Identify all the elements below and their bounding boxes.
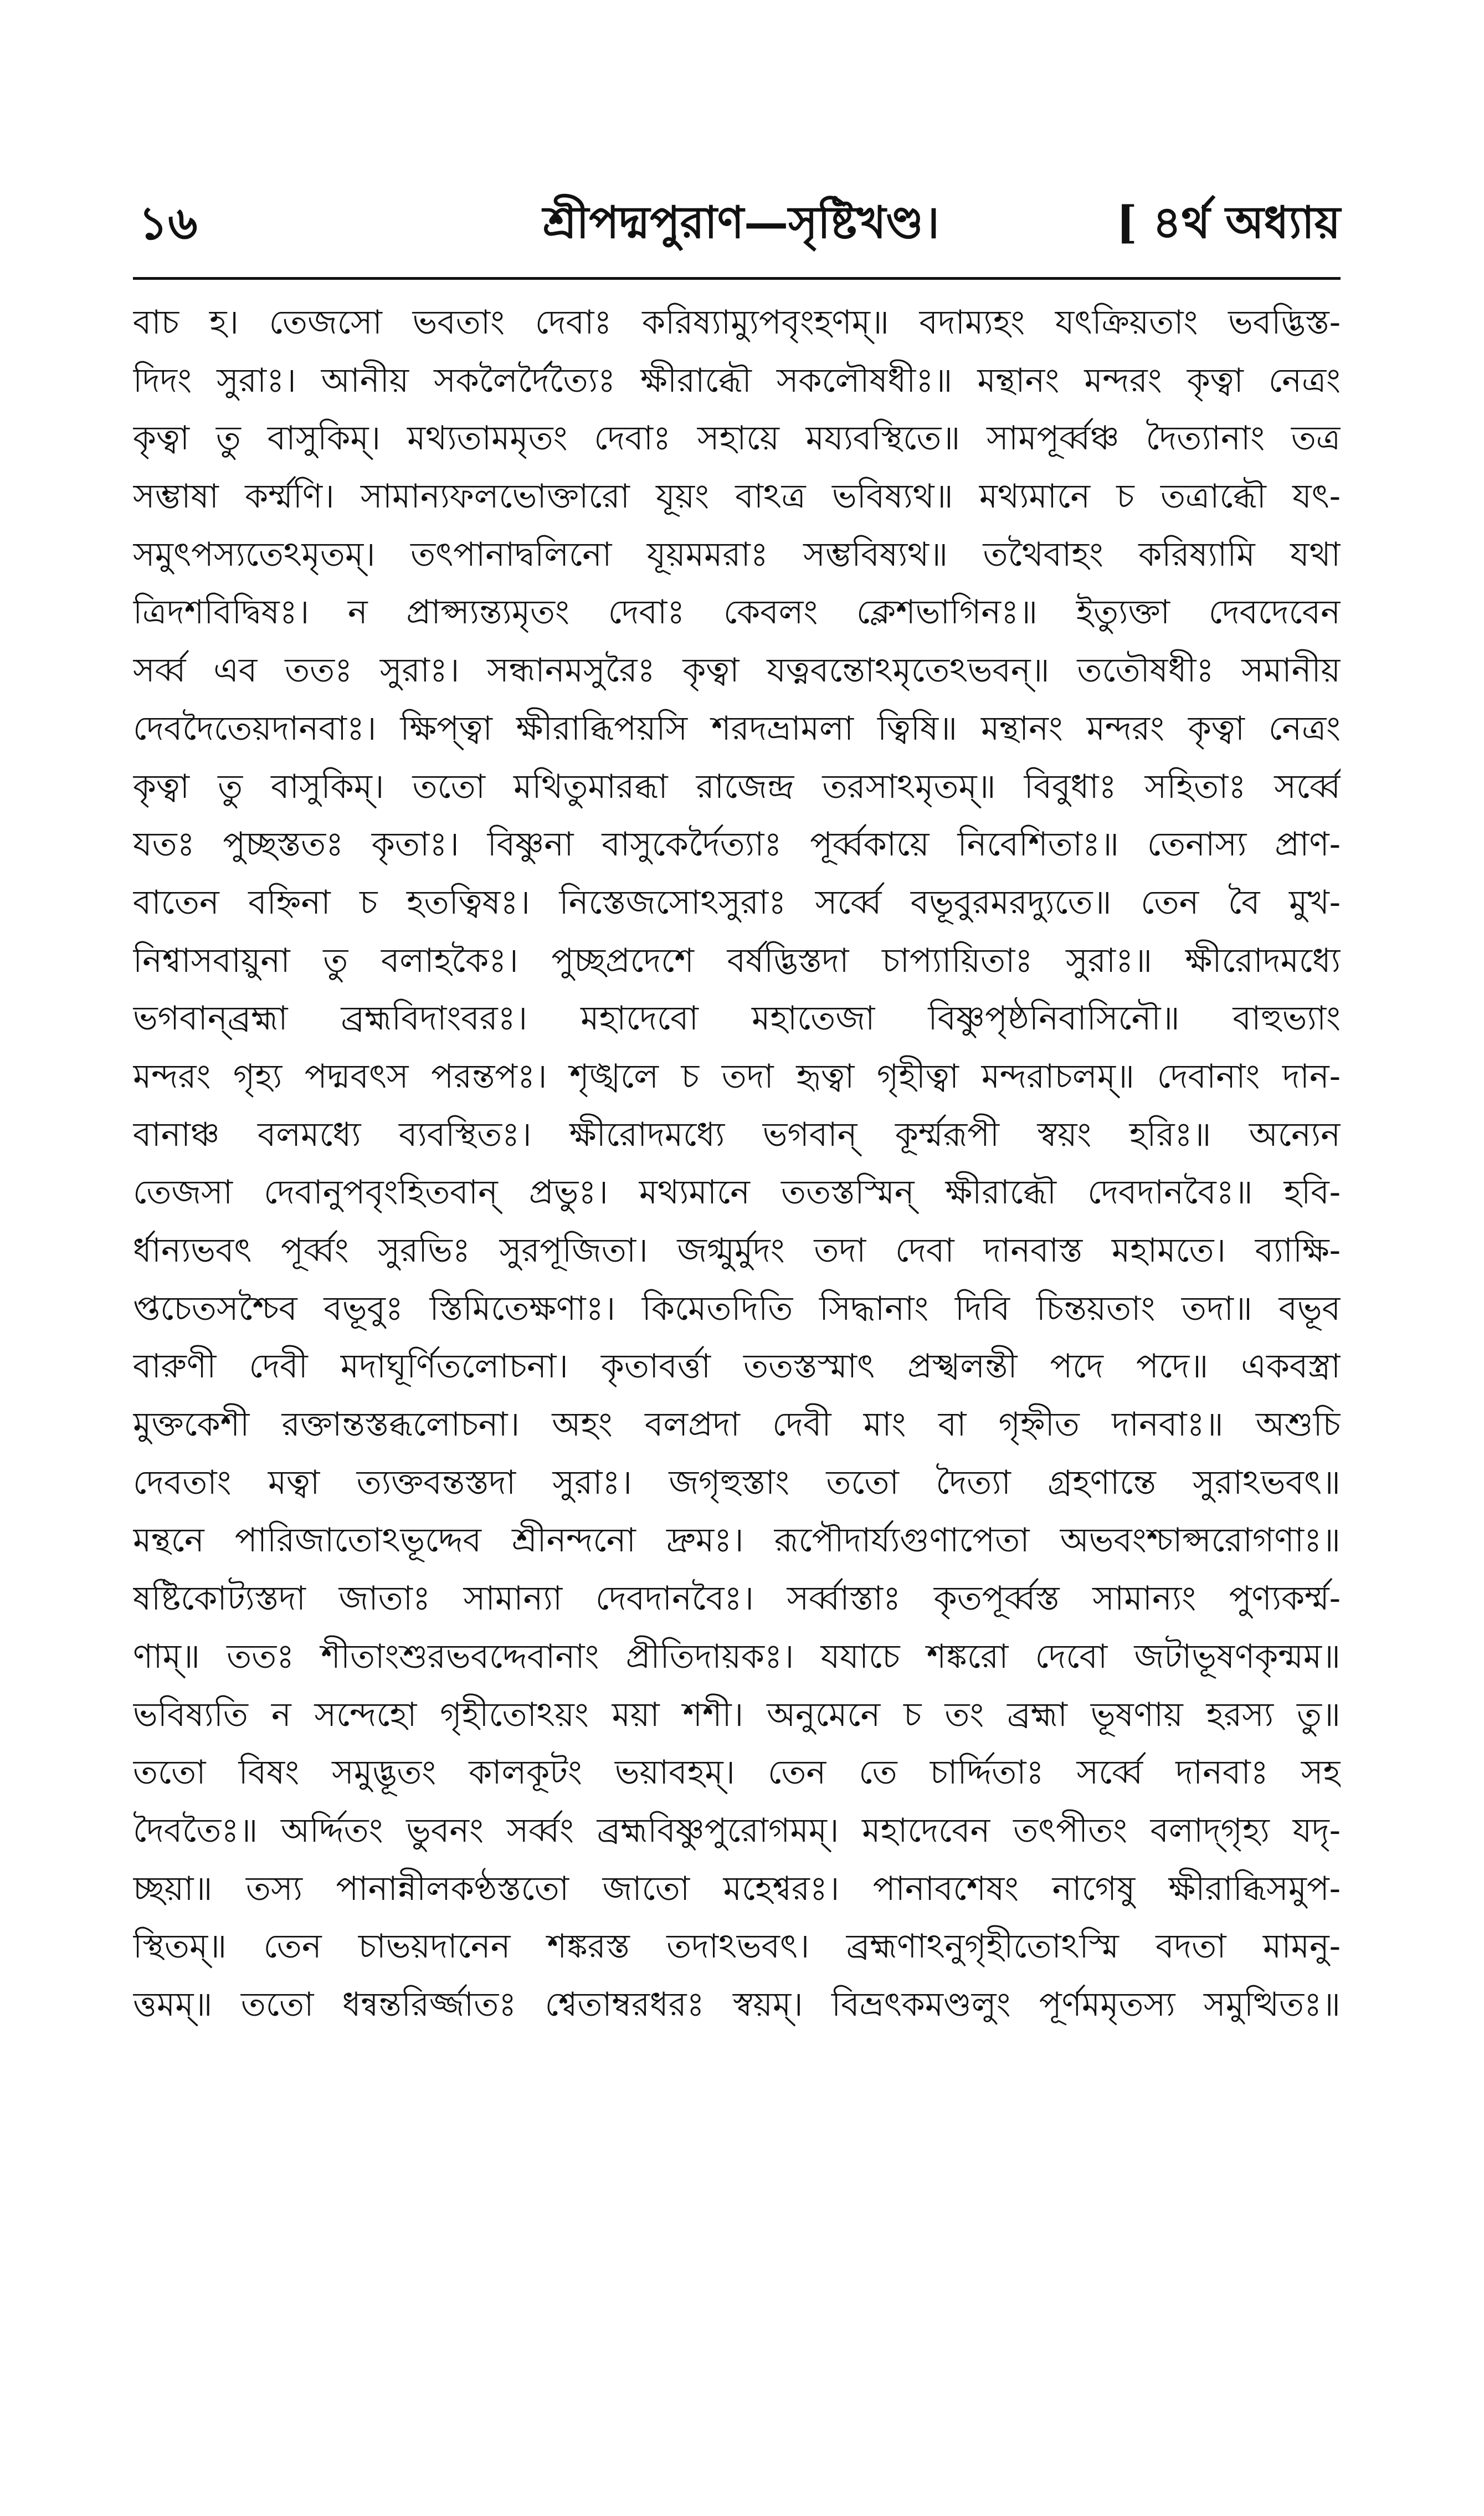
text-line: যতঃ পুচ্ছস্ততঃ কৃতাঃ। বিষ্ণুনা বাসুকের্দৈত্যাঃ পূর্ব্বকায়ে নিবেশিতাঃ॥ তেনাস্য প্রাণ- <box>133 825 1341 864</box>
text-line: মন্দরং গৃহ্য পদ্মবৎস পরন্তপঃ। শৃঙ্খলে চ তদা হৃত্বা গৃহীত্বা মন্দরাচলম্‌॥ দেবানাং দান- <box>133 1057 1341 1096</box>
text-line: ভবিষ্যতি ন সন্দেহো গৃহীতোঽয়ং ময়া শশী। অনুমেনে চ তং ব্রহ্মা ভূষণায় হরস্য তু॥ <box>133 1695 1341 1734</box>
text-line: সর্ব্ব এব ততঃ সুরাঃ। সন্ধানমসুরৈঃ কৃত্বা যত্নবন্তোঽমৃতেঽভবন্‌॥ ততৌষধীঃ সমানীয় <box>133 651 1341 690</box>
text-line: ত্রিদশবিদ্বিষঃ। ন প্রাপ্স্যন্ত্যমৃতং দেবাঃ কেবলং ক্লেশভাগিনঃ॥ ইত্যুক্তা দেবদেবেন <box>133 593 1341 632</box>
page-header <box>133 183 1341 260</box>
text-line: র্ধান্যভবৎ পূর্ব্বং সুরভিঃ সুরপূজিতা। জগ্মুর্মুদং তদা দেবা দানবাস্ত মহামতে। ব্যাক্ষি- <box>133 1231 1341 1270</box>
text-line: দৈবতৈঃ॥ অর্দ্দিতং ভুবনং সর্ব্বং ব্রহ্মবিষ্ণুপুরোগমম্‌। মহাদেবেন তৎপীতং বলাদ্‌গৃহ্য যদৃ- <box>133 1811 1341 1850</box>
text-line: ষষ্টিকোট্যস্তদা জাতাঃ সামান্যা দেবদানবৈঃ। সর্ব্বাস্তাঃ কৃতপূর্ব্বস্ত সামান্যং পুণ্যকর্ম্ম- <box>133 1579 1341 1618</box>
text-line: বাচ হ। তেজসো ভবতাং দেবাঃ করিষ্যাম্যুপবৃংহণম্‌॥ বদাম্যহং যৎক্রিয়তাং ভবদ্ভিস্ত- <box>133 303 1341 342</box>
page-number: ১৬ <box>138 197 198 250</box>
text-line: কৃত্বা তু বাসুকিম্‌। ততো মথিতুমারব্ধা রাজেন্দ্র তরসাঽমৃতম্‌॥ বিবুধাঃ সহিতাঃ সর্ব্বে <box>133 767 1341 806</box>
text-line: প্তচেতসশ্চৈব বভূবুঃ স্তিমিতেক্ষণাঃ। কিমেতদিতি সিদ্ধানাং দিবি চিন্তয়তাং তদা॥ বভূব <box>133 1289 1341 1328</box>
text-line: ণাম্‌॥ ততঃ শীতাংশুরভবদ্দেবানাং প্রীতিদায়কঃ। যযাচে শঙ্করো দেবো জটাভূষণকৃন্মম॥ <box>133 1637 1341 1676</box>
text-line: বানাঞ্চ বলমধ্যে ব্যবস্থিতঃ। ক্ষীরোদমধ্যে ভগবান্‌ কূর্ম্মরূপী স্বয়ং হরিঃ॥ অন্যেন <box>133 1115 1341 1154</box>
chapter-label: [ ৪র্থ অধ্যায় <box>1116 196 1341 248</box>
text-line: দেবদৈতেয়দানবাঃ। ক্ষিপ্ত্বা ক্ষীরাব্ধিপয়সি শরদভ্রামলা ত্বিষি॥ মন্থানং মন্দরং কৃত্বা নেত্রং <box>133 709 1341 748</box>
text-line: দিদং সুরাঃ। আনীয় সকলৈর্দৈত্যৈঃ ক্ষীরাব্ধৌ সকলৌষধীঃ॥ মন্থানং মন্দরং কৃত্বা নেত্রং <box>133 361 1341 400</box>
text-line: মন্থনে পারিজাতোঽভূদ্দেব শ্রীনন্দনো দ্রুমঃ। রূপৌদার্য্যগুণাপেতা অভবংশ্চাপ্সরোগণাঃ॥ <box>133 1521 1341 1560</box>
text-line: তেজসা দেবানুপবৃংহিতবান্‌ প্রভুঃ। মথ্যমানে ততস্তস্মিন্‌ ক্ষীরাব্ধৌ দেবদানবৈঃ॥ হবি- <box>133 1173 1341 1212</box>
running-title: শ্রীপদ্মপুরাণ—সৃষ্টিখণ্ড। <box>543 196 939 248</box>
text-line: ভগবান্‌ব্রহ্মা ব্রহ্মবিদাংবরঃ। মহাদেবো মহাতেজা বিষ্ণুপৃষ্ঠনিবাসিনৌ॥ বাহুভ্যাং <box>133 999 1341 1038</box>
header-rule <box>133 277 1341 280</box>
text-line: সমুৎপস্যতেঽমৃতম্‌। তৎপানাদ্বলিনো যূয়মমরাঃ সম্ভবিষ্যথ॥ তথৈবাহং করিষ্যামি যথা <box>133 535 1341 574</box>
body-text <box>133 294 1341 2034</box>
text-line: কৃত্বা তু বাসুকিম্‌। মথ্যতামমৃতং দেবাঃ সহায়ে ময্যবস্থিতে॥ সামপূর্ব্বঞ্চ দৈত্যানাং তত্র <box>133 419 1341 458</box>
text-line: দেবতাং মত্বা ত্যক্তবন্তস্তদা সুরাঃ। জগৃহুস্তাং ততো দৈত্যা গ্রহণান্তে সুরাঽভবৎ॥ <box>133 1463 1341 1502</box>
text-line: বাতেন বহ্নিনা চ হতত্বিষঃ। নিস্তেজসোঽসুরাঃ সর্ব্বে বভূবুরমরদ্যুতে॥ তেন বৈ মুখ- <box>133 883 1341 922</box>
text-line: চ্ছয়া॥ তস্য পানান্নীলকণ্ঠস্ততো জাতো মহেশ্বরঃ। পানাবশেষং নাগেষু ক্ষীরাব্ধিসমুপ- <box>133 1869 1341 1908</box>
text-line: নিশ্বাসবায়ুনা তু বলাহকৈঃ। পুচ্ছপ্রদেশে বর্ষদ্ভিস্তদা চাপ্যায়িতাঃ সুরাঃ॥ ক্ষীরোদমধ্যে <box>133 941 1341 980</box>
text-line: ত্তমম্‌॥ ততো ধন্বন্তরির্জ্জাতঃ শ্বেতাম্বরধরঃ স্বয়ম্‌। বিভ্রৎকমণ্ডলুং পূর্ণমমৃতস্য সমুত্থিতঃ॥ <box>133 1985 1341 2024</box>
text-line: ততো বিষং সমুদ্ভূতং কালকূটং ভয়াবহম্‌। তেন তে চার্দ্দিতাঃ সর্ব্বে দানবাঃ সহ <box>133 1753 1341 1792</box>
text-line: বারুণী দেবী মদাঘূর্ণিতলোচনা। কৃতাবর্ত্তা ততস্তস্মাৎ প্রস্খলন্তী পদে পদে॥ একবস্ত্রা <box>133 1347 1341 1386</box>
text-line: সম্ভাষা কর্ম্মণি। সামান্যফলভোক্তারো যূয়ং বাঽত্র ভবিষ্যথ॥ মথ্যমানে চ তত্রাব্ধৌ যৎ- <box>133 477 1341 516</box>
text-line: মুক্তকেশী রক্তান্তস্তব্ধলোচনা। অহং বলপ্রদা দেবী মাং বা গৃহ্নীত দানবাঃ॥ অশুচি <box>133 1405 1341 1444</box>
text-line: স্থিতম্‌॥ তেন চাভয়দানেন শঙ্করস্ত তদাঽভবৎ। ব্রহ্মণাঽনুগৃহীতোঽস্মি বদতা মামনু- <box>133 1927 1341 1966</box>
